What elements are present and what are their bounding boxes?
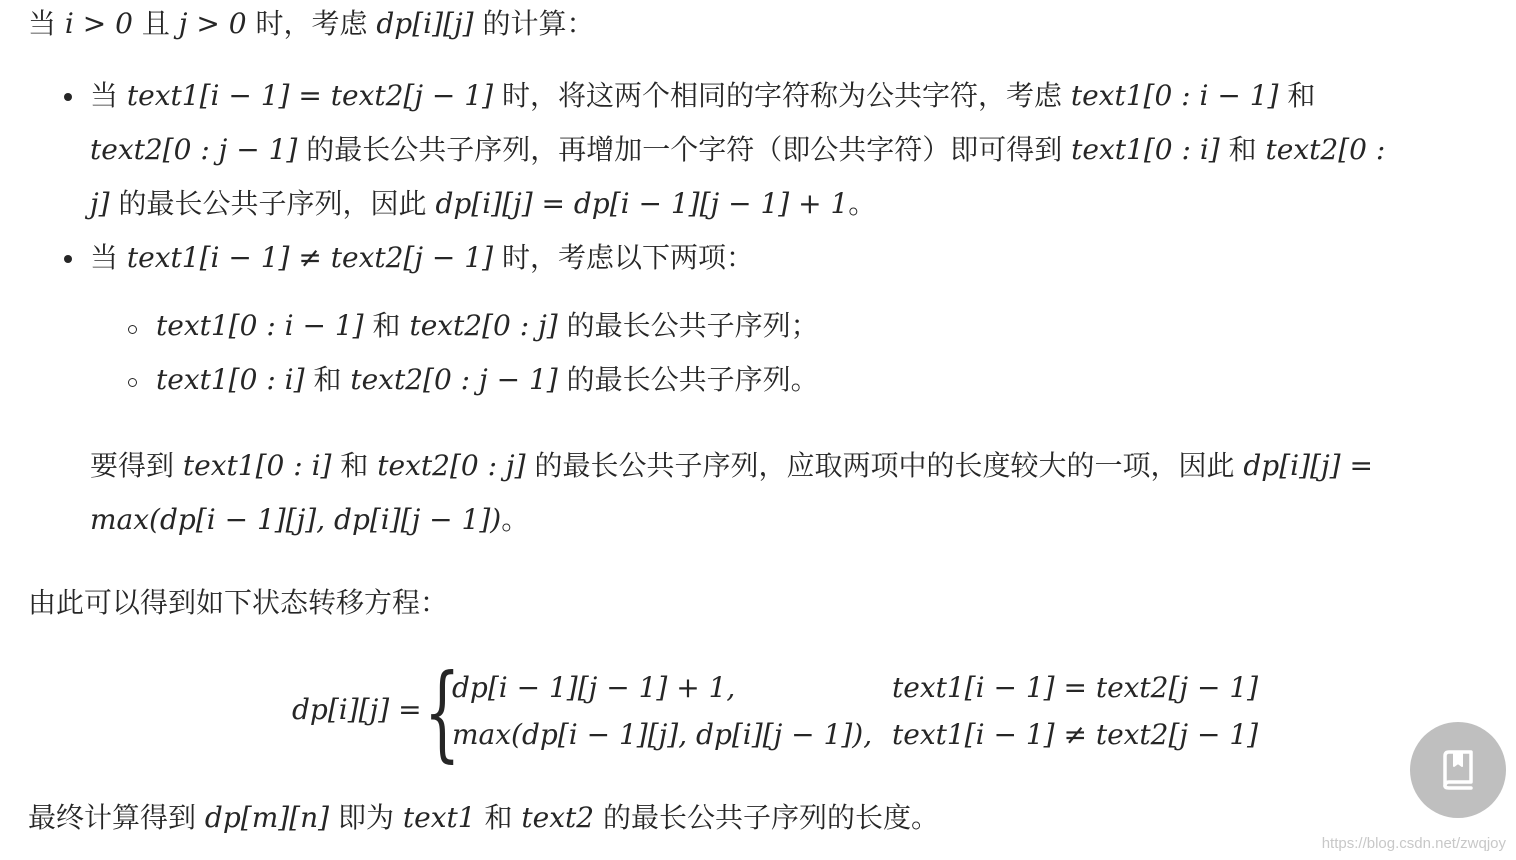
transition-text: 由此可以得到如下状态转移方程： [28,586,449,619]
sub-bullet-2-marker [128,378,137,387]
sub-bullet-1-marker [128,325,137,334]
math: text1[0 : i] [1071,133,1220,166]
watermark: https://blog.csdn.net/zwqjoy [1321,835,1506,852]
math-max: max(dp[i − 1][j], dp[i][j − 1]) [90,503,502,536]
math: j] [90,187,110,220]
bullet-1-line-3: j] 的最长公共子序列，因此 dp[i][j] = dp[i − 1][j − 1] + 1。 [90,187,877,220]
final-line: 最终计算得到 dp[m][n] 即为 text1 和 text2 的最长公共子序列的长度。 [28,801,940,834]
equation-lhs: dp[i][j] = [292,693,422,726]
math: text2[0 : [1265,133,1386,166]
math-cond-j: j > 0 [178,7,247,40]
para-line-2: max(dp[i − 1][j], dp[i][j − 1])。 [90,503,530,536]
case-1-condition: text1[i − 1] = text2[j − 1] [892,671,1259,704]
bookmark-book-icon [1441,750,1475,790]
math: text2 [521,801,595,834]
math: dp[i][j] = dp[i − 1][j − 1] + 1 [435,187,849,220]
case-2-condition: text1[i − 1] ≠ text2[j − 1] [892,718,1259,751]
intro-line: 当 i > 0 且 j > 0 时，考虑 dp[i][j] 的计算： [28,7,595,40]
math: dp[m][n] [204,801,330,834]
math: text1[0 : i] [182,449,332,482]
math: text2[0 : j − 1] [350,363,558,396]
math: text1[i − 1] ≠ text2[j − 1] [126,241,494,274]
left-brace: { [424,651,461,773]
math: text2[0 : j − 1] [90,133,298,166]
sub-bullet-2: text1[0 : i] 和 text2[0 : j − 1] 的最长公共子序列。 [156,363,819,396]
para-line-1: 要得到 text1[0 : i] 和 text2[0 : j] 的最长公共子序列，应取两项中的长度较大的一项，因此 dp[i][j] = [90,449,1373,482]
math: text2[0 : j] [409,309,558,342]
math: text1[0 : i − 1] [156,309,364,342]
case-1-value: dp[i − 1][j − 1] + 1, [452,671,736,704]
math: dp[i][j] = [1243,449,1373,482]
math-cond-i: i > 0 [64,7,133,40]
bullet-1-line-1: 当 text1[i − 1] = text2[j − 1] 时，将这两个相同的字符称为公共字符，考虑 text1[0 : i − 1] 和 [90,79,1316,112]
case-2-value: max(dp[i − 1][j], dp[i][j − 1]), [452,718,873,751]
math: text1[0 : i] [156,363,305,396]
math-dp: dp[i][j] [376,7,474,40]
bullet-1-marker [64,93,72,101]
bullet-2-line: 当 text1[i − 1] ≠ text2[j − 1] 时，考虑以下两项： [90,241,754,274]
math: text2[0 : j] [377,449,526,482]
bullet-1-line-2: text2[0 : j − 1] 的最长公共子序列，再增加一个字符（即公共字符）即可得到 text1[0 : i] 和 text2[0 : [90,133,1386,166]
math: text1[i − 1] = text2[j − 1] [126,79,494,112]
math: text1 [402,801,476,834]
bookmark-button[interactable] [1410,722,1506,818]
bullet-2-marker [64,255,72,263]
sub-bullet-1: text1[0 : i − 1] 和 text2[0 : j] 的最长公共子序列； [156,309,819,342]
math: text1[0 : i − 1] [1070,79,1279,112]
